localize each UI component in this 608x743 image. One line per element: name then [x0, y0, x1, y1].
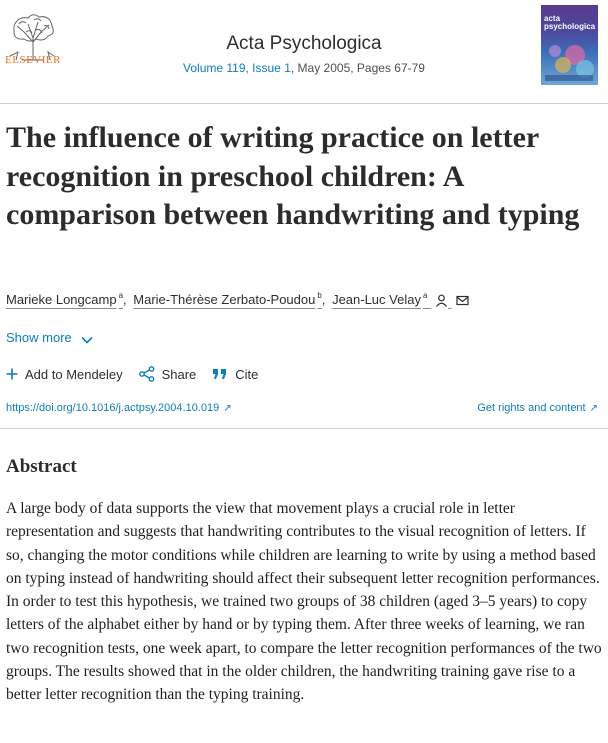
article-title: The influence of writing practice on letter recognition in preschool children: A comparison between handwriting and typing — [6, 121, 580, 231]
chevron-down-icon — [81, 336, 93, 344]
author-separator: , — [321, 292, 326, 307]
header-divider — [0, 103, 608, 104]
author-list — [6, 291, 602, 307]
author-name: Marieke Longcamp — [6, 292, 117, 307]
journal-cover-image[interactable] — [541, 5, 598, 85]
external-link-icon: ↗ — [223, 403, 232, 414]
journal-title[interactable]: Acta Psychologica — [226, 33, 382, 54]
share-icon — [139, 366, 155, 382]
author-separator: , — [123, 292, 127, 307]
rights-text: Get rights and content — [477, 402, 586, 414]
section-divider — [0, 428, 608, 429]
volume-issue-link[interactable]: Volume 119, Issue 1 — [183, 61, 291, 75]
doi-text: https://doi.org/10.1016/j.actpsy.2004.10.019 — [6, 402, 220, 414]
abstract-text: A large body of data supports the view that movement plays a crucial role in letter representation and suggests that handwriting contributes to the visual recognition of letters. If so, changing the motor conditions while children are learning to write by using a method based on typing instead of handwriting should affect their subsequent letter recognition performances. In order to test this hypothesis, we trained two groups of 38 children (aged 3–5 years) to copy letters of the alphabet either by hand or by typing them. After three weeks of learning, we ran two recognition tests, one week apart, to compare the letter recognition performances of the two groups. The results showed that in the older children, the handwriting training gave rise to a better letter recognition than the typing training. — [6, 500, 602, 704]
author-link[interactable] — [133, 292, 322, 307]
share-button[interactable] — [139, 366, 197, 382]
cover-title: acta psychologica — [544, 14, 596, 31]
quote-icon — [212, 368, 228, 380]
add-to-mendeley-label: Add to Mendeley — [25, 366, 123, 382]
article-header — [0, 0, 608, 100]
author-link[interactable] — [332, 292, 469, 307]
affiliation-marker: a — [118, 291, 124, 300]
share-label: Share — [161, 366, 197, 382]
article-actions — [6, 366, 258, 382]
affiliation-marker: a — [422, 291, 428, 300]
get-rights-link[interactable] — [477, 402, 598, 414]
plus-icon — [6, 368, 18, 380]
cite-button[interactable] — [212, 366, 258, 382]
add-to-mendeley-button[interactable] — [6, 366, 123, 382]
external-link-icon: ↗ — [589, 403, 598, 414]
affiliation-marker: b — [317, 291, 322, 300]
show-more-label: Show more — [6, 330, 72, 345]
author-link[interactable] — [6, 292, 123, 307]
author-name: Marie-Thérèse Zerbato-Poudou — [133, 292, 316, 307]
author-name: Jean-Luc Velay — [332, 292, 421, 307]
cite-label: Cite — [235, 366, 259, 382]
person-icon — [435, 294, 448, 307]
abstract-heading: Abstract — [6, 456, 77, 477]
doi-link[interactable] — [6, 402, 232, 414]
journal-issue-info — [0, 61, 608, 75]
publisher-name: ELSEVIER — [5, 54, 61, 66]
show-more-button[interactable] — [6, 330, 93, 345]
email-icon — [456, 294, 469, 307]
issue-date-pages: , May 2005, Pages 67-79 — [290, 61, 425, 75]
